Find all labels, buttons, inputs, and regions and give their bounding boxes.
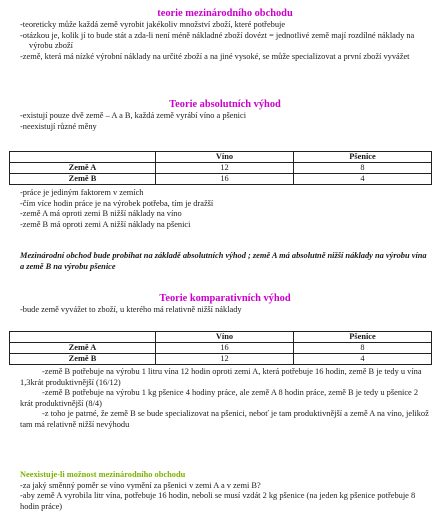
table-header-cell (10, 332, 156, 343)
paragraph: -existují pouze dvě země – A a B, každá země vyrábí víno a pšenici (20, 111, 247, 120)
paragraph: -země, která má nízké výrobní náklady na určité zboží a na jiné vysoké, se může specializovat a první zboží vyvážet (20, 51, 410, 61)
paragraph: -aby země A vyrobila litr vína, potřebuje 16 hodin, neboli se musí vzdát 2 kg pšenice (na jeden kg pšenice potřebuje 8 hodin práce) (20, 491, 416, 511)
section-comparative-advantage (20, 293, 430, 316)
table-cell: 4 (294, 354, 432, 365)
table-row (10, 174, 432, 185)
table-cell: Země A (10, 343, 156, 354)
section-title: teorie mezinárodního obchodu (157, 8, 293, 19)
table-cell: 12 (156, 354, 294, 365)
table-header-row (10, 332, 432, 343)
table-header-cell (10, 152, 156, 163)
paragraph: -práce je jediným faktorem v zemích (20, 188, 144, 197)
table-header-cell: Víno (156, 152, 294, 163)
section-absolute-advantage (20, 99, 430, 132)
table-cell: Země A (10, 163, 156, 174)
paragraph: -čím více hodin práce je na výrobek potřeba, tím je dražší (20, 198, 214, 208)
section-intro (20, 8, 430, 62)
table-header-cell: Pšenice (294, 332, 432, 343)
table-cell: Země B (10, 174, 156, 185)
section-comparative-notes (20, 367, 430, 431)
conclusion-text: Mezinárodní obchod bude probíhat na základě absolutních výhod ; země A má absolutně nižší náklady na výrobu vína a země B na výrobu pšenice (20, 251, 427, 271)
table-row (10, 354, 432, 365)
table-header-cell: Pšenice (294, 152, 432, 163)
table-absolute (20, 151, 430, 185)
paragraph: -země B potřebuje na výrobu 1 kg pšenice 4 hodiny práce, ale země A 8 hodin práce, země B je tedy u pšenice 2 krát produktivnější (8/4) (20, 388, 419, 408)
paragraph: -z toho je patrné, že země B se bude specializovat na pšenici, neboť je tam produktivnější a země A na víno, jelikož tam má relativně nižší nevýhodu (20, 409, 429, 429)
paragraph: -země B potřebuje na výrobu 1 litru vína 12 hodin oproti zemi A, která potřebuje 16 hodin, země B je tedy u vína 1,3krát produktivnější (16/12) (20, 367, 422, 387)
section-title: Teorie komparativních výhod (159, 293, 291, 304)
table-header-row (10, 152, 432, 163)
paragraph: -bude země vyvážet to zboží, u kterého má relativně nižší náklady (20, 305, 242, 314)
paragraph: -otázkou je, kolik jí to bude stát a zda-li není méně nákladné zboží dovézt = jednotlivé země mají rozdílné náklady na výrobu zboží (20, 30, 415, 51)
conclusion (20, 251, 430, 272)
paragraph: -neexistují různé měny (20, 121, 97, 131)
table-row (10, 343, 432, 354)
paragraph: -země B má oproti zemi A nižší náklady na pšenici (20, 219, 191, 229)
section-title: Teorie absolutních výhod (169, 99, 281, 110)
table-cell: 8 (294, 163, 432, 174)
table-cell: 16 (156, 174, 294, 185)
paragraph: -země A má oproti zemi B nižší náklady na víno (20, 209, 182, 219)
data-table (9, 331, 432, 365)
section-no-trade (20, 470, 430, 512)
section-absolute-notes (20, 188, 430, 230)
table-cell: 12 (156, 163, 294, 174)
table-comparative (20, 331, 430, 365)
table-header-cell: Víno (156, 332, 294, 343)
table-cell: 16 (156, 343, 294, 354)
section-heading: Neexistuje-li možnost mezinárodního obchodu (20, 470, 186, 479)
paragraph: -za jaký směnný poměr se víno vymění za pšenici v zemi A a v zemi B? (20, 480, 261, 490)
paragraph: -teoreticky může každá země vyrobit jakékoliv množství zboží, které potřebuje (20, 20, 286, 29)
table-cell: 4 (294, 174, 432, 185)
table-row (10, 163, 432, 174)
data-table (9, 151, 432, 185)
table-cell: Země B (10, 354, 156, 365)
table-cell: 8 (294, 343, 432, 354)
